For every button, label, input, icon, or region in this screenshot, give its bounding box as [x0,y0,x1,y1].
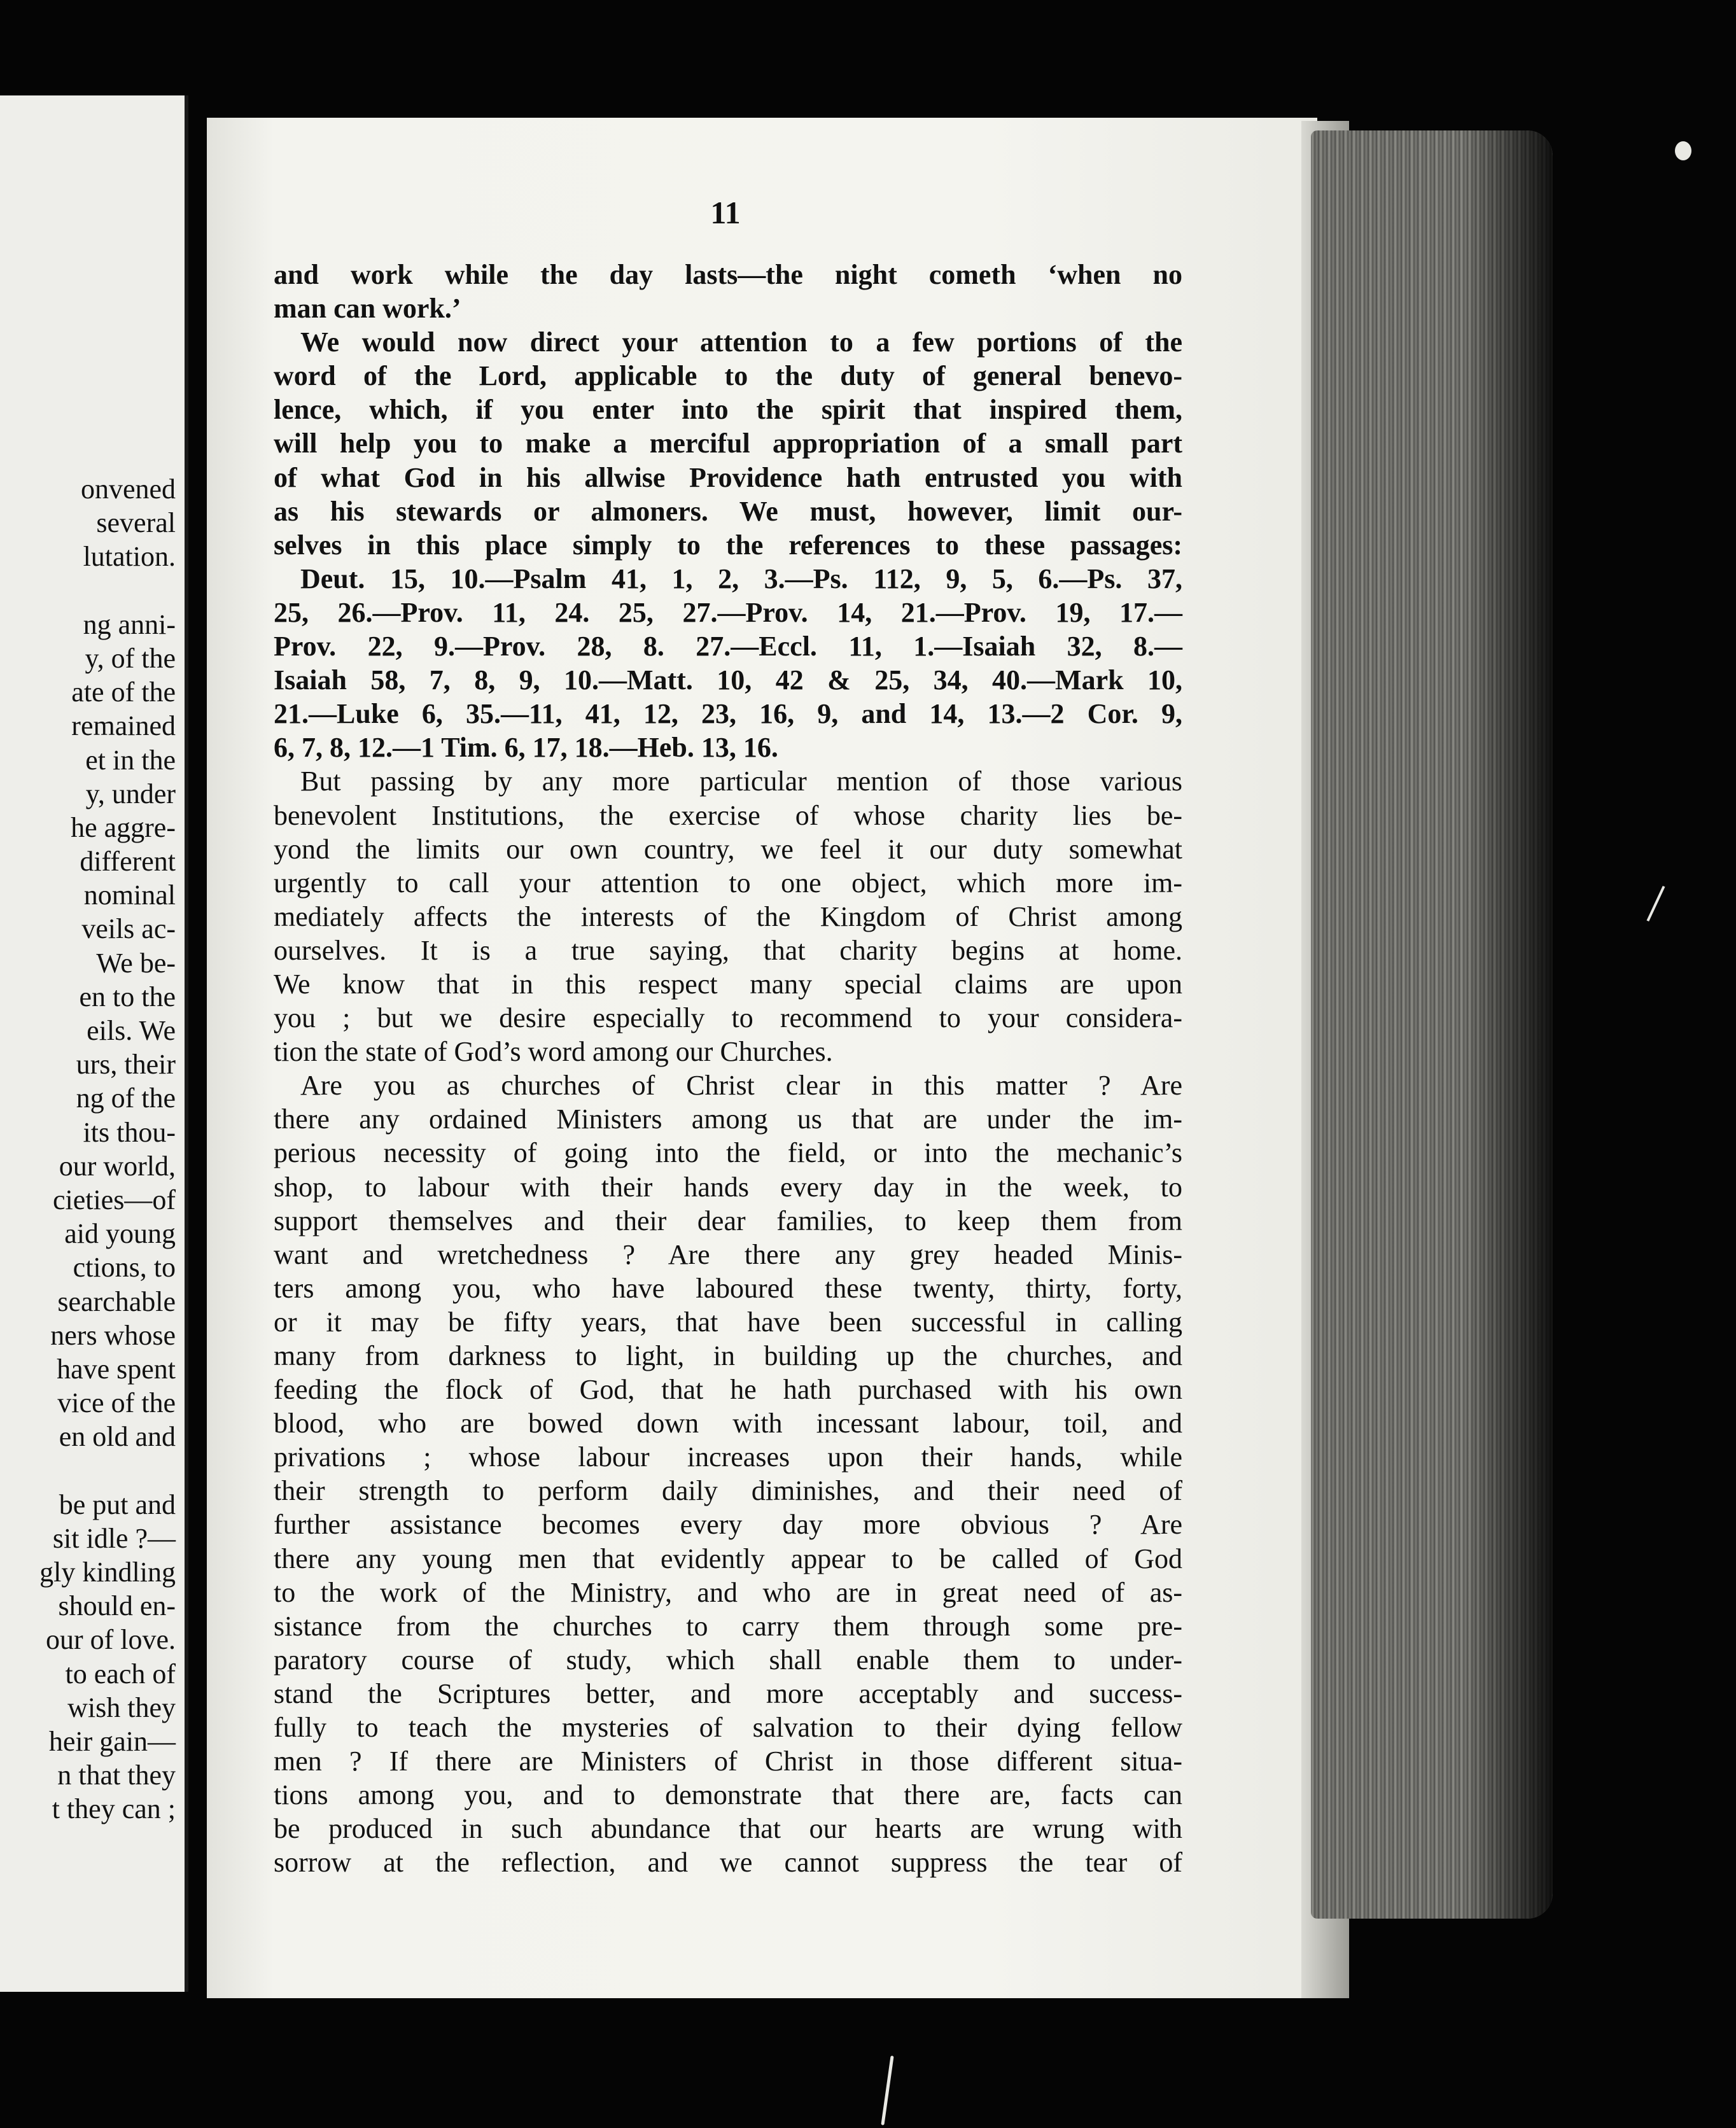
left-text-line: y, under [85,778,176,809]
left-text-line: be put and [59,1488,176,1520]
text-line: sistance from the churches to carry them through some pre- [274,1610,1182,1642]
text-line: want and wretchedness ? Are there any grey headed Minis- [274,1238,1182,1270]
left-text-line: heir gain— [48,1725,176,1757]
text-line: their strength to perform daily diminishes, and their need of [274,1475,1182,1507]
left-text-line: en old and [59,1421,176,1453]
left-text-line: urs, their [76,1049,176,1081]
text-line: many from darkness to light, in building up the churches, and [274,1340,1182,1371]
text-line: 6, 7, 8, 12.—1 Tim. 6, 17, 18.—Heb. 13, 16. [274,732,778,764]
left-text-line: lutation. [83,541,176,573]
body-text [274,258,1182,1880]
text-line: stand the Scriptures better, and more acceptably and success- [274,1677,1182,1709]
left-text-line: searchable [57,1285,176,1317]
left-text-line: should en- [58,1590,176,1622]
left-text-line: ners whose [50,1319,176,1351]
text-line: mediately affects the interests of the Kingdom of Christ among [274,900,1182,932]
left-text-line: We be- [96,947,176,979]
text-line: as his stewards or almoners. We must, however, limit our- [274,495,1182,527]
left-text-line: sit idle ?— [52,1522,176,1554]
left-text-line: en to the [79,981,176,1012]
left-text-line: our world, [59,1150,176,1182]
text-line: sorrow at the reflection, and we cannot suppress the tear of [274,1847,1182,1879]
text-line: Are you as churches of Christ clear in this matter ? Are [300,1070,1182,1102]
text-line: tions among you, and to demonstrate that there are, facts can [274,1779,1182,1811]
text-line: paratory course of study, which shall enable them to under- [274,1644,1182,1676]
text-line: shop, to labour with their hands every day in the week, to [274,1171,1182,1203]
left-text-line: our of love. [45,1624,176,1656]
text-line: ourselves. It is a true saying, that charity begins at home. [274,934,1182,966]
text-line: selves in this place simply to the references to these passages: [274,529,1182,561]
left-text-line: gly kindling [39,1557,176,1588]
text-line: tion the state of God’s word among our Churches. [274,1036,833,1068]
left-text-line: remained [71,710,176,742]
text-line: of what God in his allwise Providence hath entrusted you with [274,461,1182,493]
text-line: 25, 26.—Prov. 11, 24. 25, 27.—Prov. 14, 21.—Prov. 19, 17.— [274,596,1182,628]
text-line: there any young men that evidently appear to be called of God [274,1543,1182,1574]
left-text-line: n that they [57,1760,176,1791]
left-text-line: nominal [83,879,176,911]
text-line: men ? If there are Ministers of Christ in those different situa- [274,1746,1182,1777]
text-line: and work while the day lasts—the night cometh ‘when no [274,259,1182,290]
left-text-line: eils. We [87,1015,176,1046]
book-fore-edge-shadow [1464,130,1553,1919]
left-text-line: several [96,507,176,539]
left-line-gap [39,574,176,608]
text-line: yond the limits our own country, we feel it our duty somewhat [274,833,1182,865]
left-text-line: t they can ; [52,1793,176,1825]
left-text-line: its thou- [83,1116,176,1148]
text-line: further assistance becomes every day more obvious ? Are [274,1509,1182,1541]
left-text-line: wish they [67,1691,176,1723]
left-text-line: ng of the [76,1082,176,1114]
left-text-line: to each of [65,1658,176,1690]
left-facing-page [0,95,188,1992]
text-line: Prov. 22, 9.—Prov. 28, 8. 27.—Eccl. 11, 1.—Isaiah 32, 8.— [274,631,1182,662]
text-line: Deut. 15, 10.—Psalm 41, 1, 2, 3.—Ps. 112, 9, 5, 6.—Ps. 37, [300,563,1182,594]
text-line: benevolent Institutions, the exercise of whose charity lies be- [274,799,1182,831]
text-line: you ; but we desire especially to recommend to your considera- [274,1002,1182,1034]
text-line: 21.—Luke 6, 35.—11, 41, 12, 23, 16, 9, and 14, 13.—2 Cor. 9, [274,698,1182,730]
left-text-line: ng anni- [83,608,176,640]
text-line: feeding the flock of God, that he hath purchased with his own [274,1374,1182,1406]
text-line: man can work.’ [274,293,461,325]
text-line: privations ; whose labour increases upon their hands, while [274,1441,1182,1473]
left-text-line: cieties—of [52,1184,176,1215]
dust-speck [1675,141,1691,160]
text-line: be produced in such abundance that our hearts are wrung with [274,1813,1182,1845]
dust-speck [881,2055,893,2125]
text-line: ters among you, who have laboured these twenty, thirty, forty, [274,1272,1182,1304]
page-number: 11 [710,195,741,230]
text-line: word of the Lord, applicable to the duty of general benevo- [274,360,1182,392]
left-text-line: ctions, to [73,1252,176,1284]
text-line: We know that in this respect many special claims are upon [274,968,1182,1000]
text-line: blood, who are bowed down with incessant labour, toil, and [274,1408,1182,1439]
left-text-line: veils ac- [81,913,176,945]
text-line: support themselves and their dear families, to keep them from [274,1205,1182,1236]
text-line: urgently to call your attention to one object, which more im- [274,867,1182,899]
text-line: We would now direct your attention to a few portions of the [300,326,1182,358]
left-text-line: have spent [57,1353,176,1385]
left-text-line: et in the [85,744,176,776]
text-line: Isaiah 58, 7, 8, 9, 10.—Matt. 10, 42 & 25, 34, 40.—Mark 10, [274,664,1182,696]
left-line-gap [39,1453,176,1487]
text-line: perious necessity of going into the field, or into the mechanic’s [274,1137,1182,1169]
text-line: or it may be fifty years, that have been successful in calling [274,1306,1182,1338]
left-text-line: aid young [64,1218,176,1250]
left-text-line: onvened [80,473,176,505]
left-text-line: different [80,846,176,878]
text-line: lence, which, if you enter into the spirit that inspired them, [274,394,1182,426]
text-line: to the work of the Ministry, and who are in great need of as- [274,1576,1182,1608]
text-line: there any ordained Ministers among us that are under the im- [274,1103,1182,1135]
left-text-line: he aggre- [71,811,176,843]
left-page-text [39,472,176,1826]
text-line: fully to teach the mysteries of salvation to their dying fellow [274,1712,1182,1744]
text-line: will help you to make a merciful appropriation of a small part [274,428,1182,459]
left-text-line: ate of the [71,676,176,708]
text-line: But passing by any more particular mention of those various [300,766,1182,797]
dust-speck [1647,886,1665,921]
left-text-line: vice of the [57,1387,176,1419]
left-text-line: y, of the [85,642,176,674]
